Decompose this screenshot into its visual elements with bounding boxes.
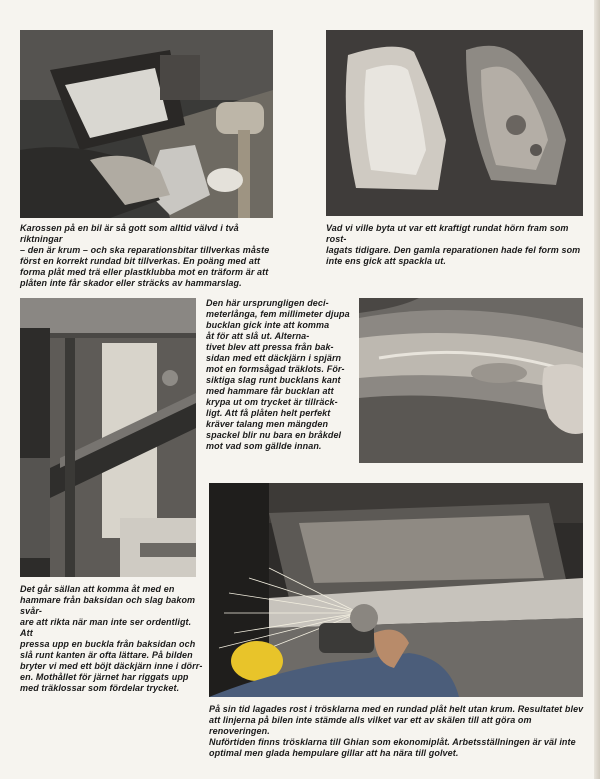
caption-sill-repair: På sin tid lagades rost i trösklarna med en rundad plåt helt utan krum. Resultatet blev att linjerna på bilen inte stämde alls vilket var ett av skälen till att göra om renoveringen. Nuförtiden finns trösklarna till Ghian som ekonomiplåt. Arbetsställningen är väl inte optimal men glada hempulare gillar att ha nära till golvet. — [209, 704, 584, 758]
photo-new-and-old-panel — [326, 30, 583, 216]
photo-icon — [359, 298, 583, 463]
photo-sill-repair — [209, 483, 583, 697]
photo-door-interior — [20, 298, 196, 577]
photo-icon — [20, 30, 273, 218]
photo-icon — [326, 30, 583, 216]
photo-icon — [20, 298, 196, 577]
photo-dent-panel — [359, 298, 583, 463]
caption-dent-text: Den här ursprungligen deci- meterlånga, fem millimeter djupa bucklan gick inte att komma åt för att slå ut. Alterna- tivet blev att pressa från bak- sidan med ett däckjärn i spjärn mot en formsågad träklots. För- siktiga slag runt bucklans kant med hammare får bucklan att krypa ut om trycket är tillräck- ligt. Att få plåten helt perfekt kräver talang men mängden spackel blir nu bara en bråkdel mot vad som gällde innan. — [206, 298, 350, 451]
photo-hammer-forming — [20, 30, 273, 218]
caption-panels: Vad vi ville byta ut var ett kraftigt rundat hörn fram som rost- lagats tidigare. Den gamla reparationen hade fel form som inte ens gick att spackla ut. — [326, 223, 581, 266]
page-edge — [594, 0, 600, 779]
photo-icon — [209, 483, 583, 697]
caption-door-interior: Det går sällan att komma åt med en hammare från baksidan och slag bakom svår- are att rikta när man inte ser ordentligt. Att pressa upp en buckla från baksidan och slå runt kanten är ofta lättare. På bilden bryter vi med ett böjt däckjärn inne i dörr- en. Mothållet för järnet har riggats upp med träklossar som fördelar trycket. — [20, 584, 203, 693]
caption-hammer-forming: Karossen på en bil är så gott som alltid välvd i två riktningar – den är krum – och ska reparationsbitar tillverkas måste först en korrekt rundad bit tillverkas. En poäng med att forma plåt med trä eller plastklubba mot en träform är att plåten inte får skador eller sträcks av hammarslag. — [20, 223, 270, 288]
